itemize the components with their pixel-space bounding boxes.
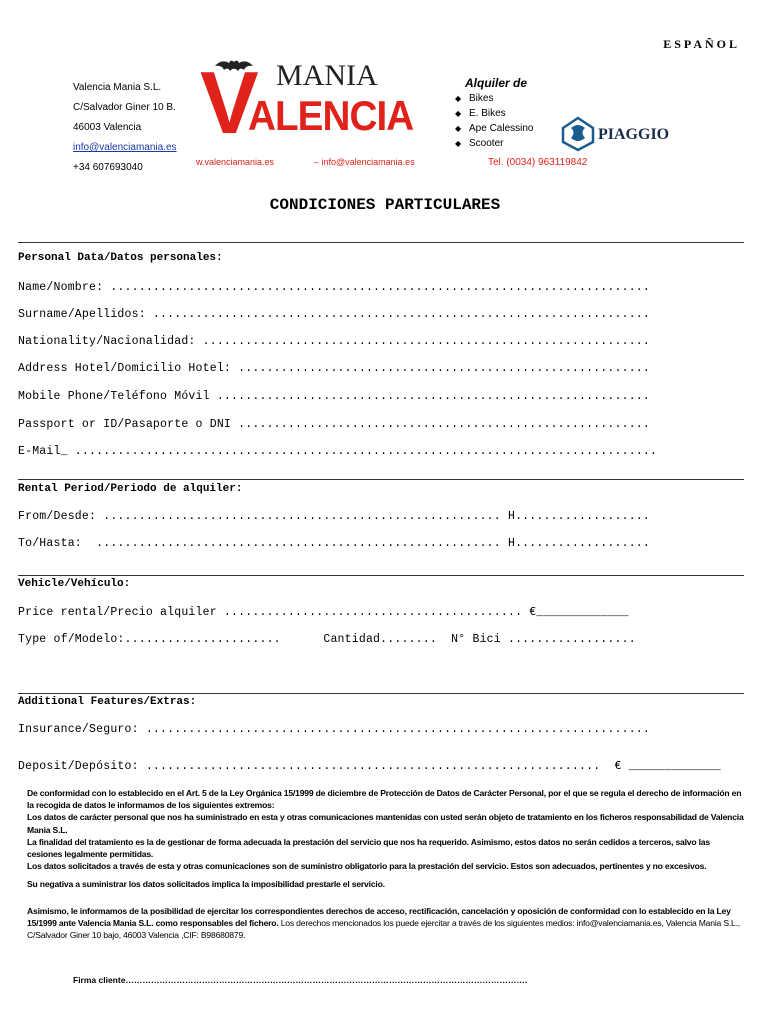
diamond-bullet-icon: ◆ [455, 139, 462, 148]
divider [18, 693, 744, 694]
legal-paragraph: La finalidad del tratamiento es la de gestionar de forma adecuada la prestación del servicio que nos ha requerido. Asimismo, estos datos no serán cedidos a terceros, salvo las cesiones legalmente permitidas. [27, 836, 710, 860]
logo-mania-text: MANIA [276, 59, 378, 92]
logo-web: w.valenciamania.es [196, 157, 275, 167]
field-insurance[interactable]: Insurance/Seguro: ....................................................................... [18, 723, 650, 736]
field-passport-id[interactable]: Passport or ID/Pasaporte o DNI .......................................................... [18, 418, 650, 431]
diamond-bullet-icon: ◆ [455, 124, 462, 133]
diamond-bullet-icon: ◆ [455, 94, 462, 103]
legal-paragraph: Su negativa a suministrar los datos solicitados implica la imposibilidad prestarle el servicio. [27, 879, 385, 890]
divider [18, 242, 744, 243]
rental-item: ◆ Bikes [455, 93, 494, 104]
company-email-link[interactable]: info@valenciamania.es [73, 142, 177, 153]
legal-rights-paragraph: Asimismo, le informamos de la posibilidad de ejercitar los correspondientes derechos de acceso, rectificación, cancelación y oposición de conformidad con lo establecido en la Ley 15/1999 ante Valencia Mania S.L. como responsables del fichero. Los derechos mencionados los puede ejercitar a través de los siguientes medios: info@valenciamania.es, Valencia Mania S.L., C/Salvador Giner 10 bajo, 46003 Valencia ,CIF: B98680879. [27, 905, 740, 941]
rental-heading: Alquiler de [465, 76, 528, 90]
section-vehicle-heading: Vehicle/Vehículo: [18, 578, 131, 590]
diamond-bullet-icon: ◆ [455, 109, 462, 118]
field-price[interactable]: Price rental/Precio alquiler .......................................... €_____________ [18, 606, 629, 619]
piaggio-emblem-icon [560, 116, 596, 152]
rental-phone: Tel. (0034) 963119842 [488, 157, 588, 168]
language-label: ESPAÑOL [663, 37, 740, 51]
field-email[interactable]: E-Mail_ .................................................................................. [18, 445, 658, 458]
company-street: C/Salvador Giner 10 B. [73, 102, 176, 113]
field-hotel-address[interactable]: Address Hotel/Domicilio Hotel: .......................................................... [18, 362, 650, 375]
field-deposit[interactable]: Deposit/Depósito: ................................................................ € _____________ [18, 760, 722, 773]
section-period-heading: Rental Period/Periodo de alquiler: [18, 483, 243, 495]
rental-item: ◆ E. Bikes [455, 108, 506, 119]
field-nationality[interactable]: Nationality/Nacionalidad: ............................................................... [18, 335, 650, 348]
rental-item: ◆ Scooter [455, 138, 504, 149]
legal-paragraph: Los datos de carácter personal que nos ha suministrado en esta y otras comunicaciones mantenidas con usted serán objeto de tratamiento en los ficheros responsabilidad de Valencia Mania S.L. [27, 812, 744, 835]
legal-notice [27, 787, 745, 941]
signature-line[interactable]: Firma cliente……………………………………………………………………………………………………………………………. [73, 975, 528, 985]
field-surname[interactable]: Surname/Apellidos: ...................................................................... [18, 308, 650, 321]
legal-paragraph: De conformidad con lo establecido en el Art. 5 de la Ley Orgánica 15/1999 de diciembre de Protección de Datos de Carácter Personal, por el que se regula el derecho de información en la recogida de datos le informamos de los siguientes extremos: [27, 788, 742, 811]
field-mobile-phone[interactable]: Mobile Phone/Teléfono Móvil ............................................................. [18, 390, 650, 403]
field-to[interactable]: To/Hasta: ......................................................... H................... [18, 537, 650, 550]
company-phone: +34 607693040 [73, 162, 143, 173]
logo-alencia-text: ALENCIA [248, 92, 414, 139]
divider [18, 575, 744, 576]
company-postal-city: 46003 Valencia [73, 122, 142, 133]
logo-letter-v: V [200, 53, 253, 152]
field-type-model[interactable]: Type of/Modelo:...................... Cantidad........ N° Bici .................. [18, 633, 636, 646]
field-from[interactable]: From/Desde: ........................................................ H................... [18, 510, 650, 523]
valencia-mania-logo [196, 55, 436, 170]
field-name[interactable]: Name/Nombre: ............................................................................ [18, 281, 650, 294]
piaggio-logo-text: PIAGGIO [598, 126, 670, 143]
company-name: Valencia Mania S.L. [73, 82, 162, 93]
logo-email: – info@valenciamania.es [314, 157, 415, 167]
section-extras-heading: Additional Features/Extras: [18, 696, 197, 708]
rental-item: ◆ Ape Calessino [455, 123, 534, 134]
document-title: CONDICIONES PARTICULARES [269, 196, 501, 214]
legal-paragraph: Los datos solicitados a través de esta y otras comunicaciones son de suministro obligatorio para la prestación del servicio. Estos son adecuados, pertinentes y no excesivos. [27, 861, 707, 872]
divider [18, 479, 744, 480]
section-personal-heading: Personal Data/Datos personales: [18, 252, 223, 264]
